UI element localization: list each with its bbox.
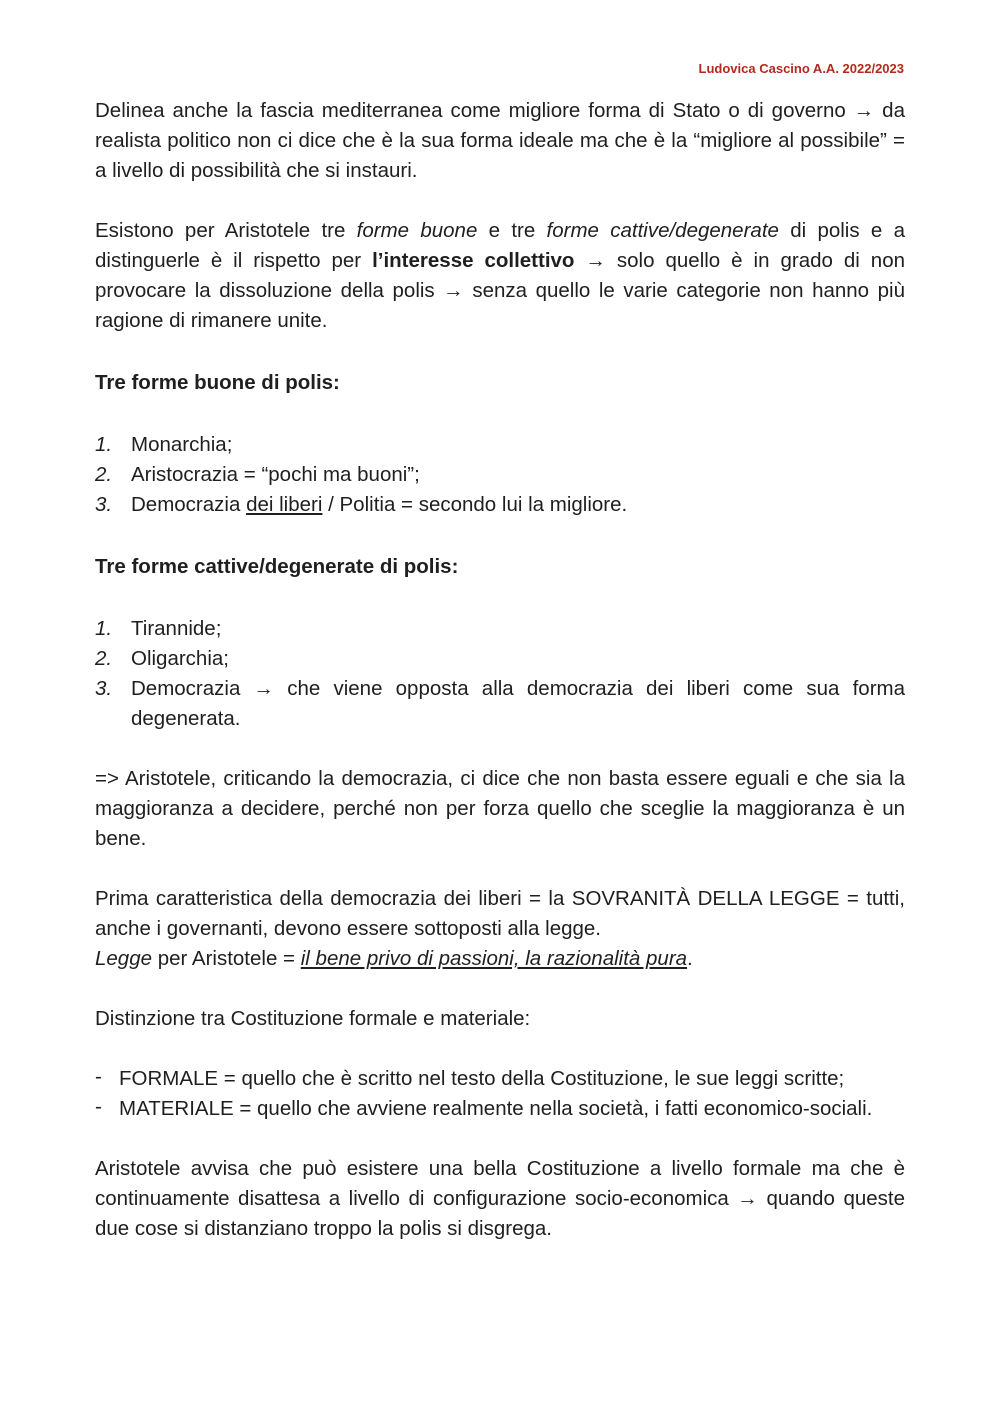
- list-item: [95, 644, 905, 674]
- list-item: [95, 430, 905, 460]
- list-number: 2.: [95, 647, 113, 670]
- list-item: [95, 1094, 905, 1124]
- text-span: e tre: [477, 219, 547, 242]
- list-item: [95, 614, 905, 644]
- good-forms-term: forme buone: [356, 219, 478, 242]
- text-span: di polis e a distinguerle è il rispetto per: [95, 219, 905, 272]
- collective-interest-term: l’interesse collettivo: [372, 249, 575, 272]
- document-header: Ludovica Cascino A.A. 2022/2023: [698, 61, 904, 76]
- list-item: [95, 1064, 905, 1094]
- list-number: 1.: [95, 617, 113, 640]
- text-span: per Aristotele =: [152, 947, 301, 970]
- law-definition: il bene privo di passioni, la razionalità pura: [300, 947, 688, 970]
- list-item-text: Oligarchia;: [131, 647, 229, 670]
- list-number: 3.: [95, 677, 113, 700]
- text-span: → solo quello è in grado di non provocare la dissoluzione della polis → senza quello le varie categorie non hanno più ragione di rimanere unite.: [95, 249, 906, 332]
- list-item-text: Monarchia;: [131, 433, 233, 456]
- list-good-forms: [95, 430, 905, 520]
- list-dash: -: [95, 1065, 102, 1088]
- heading-good-forms: Tre forme buone di polis:: [95, 371, 340, 394]
- text-span: Prima caratteristica della democrazia dei liberi = la SOVRANITÀ DELLA LEGGE = tutti, anche i governanti, devono essere sottoposti alla legge.: [95, 887, 905, 940]
- law-term: Legge: [95, 947, 153, 970]
- paragraph-constitution-distinction: Distinzione tra Costituzione formale e materiale:: [95, 1007, 531, 1030]
- list-bad-forms: [95, 614, 905, 734]
- paragraph-criticism-democracy: => Aristotele, criticando la democrazia, ci dice che non basta essere eguali e che sia la maggioranza a decidere, perché non per forza quello che sceglie la maggioranza è un bene.: [95, 767, 905, 850]
- paragraph-sovereignty-law: [95, 884, 905, 974]
- list-item: [95, 490, 905, 520]
- list-item-text: FORMALE = quello che è scritto nel testo della Costituzione, le sue leggi scritte;: [119, 1067, 845, 1090]
- paragraph-best-form: Delinea anche la fascia mediterranea come migliore forma di Stato o di governo → da realista politico non ci dice che è la sua forma ideale ma che è la “migliore al possibile” = a livello di possibilità che si instauri.: [95, 99, 905, 182]
- list-constitution: [95, 1064, 905, 1124]
- list-item-text: Aristocrazia = “pochi ma buoni”;: [131, 463, 420, 486]
- list-number: 3.: [95, 493, 113, 516]
- heading-bad-forms: Tre forme cattive/degenerate di polis:: [95, 555, 459, 578]
- list-item: [95, 460, 905, 490]
- list-item-text: Democrazia → che viene opposta alla democrazia dei liberi come sua forma degenerata.: [131, 677, 905, 730]
- list-item-text: Tirannide;: [131, 617, 222, 640]
- document-body: [95, 96, 905, 1244]
- paragraph-good-bad-forms: [95, 216, 905, 336]
- text-span: .: [687, 947, 693, 970]
- underlined-term: dei liberi: [246, 493, 323, 516]
- paragraph-conclusion: Aristotele avvisa che può esistere una bella Costituzione a livello formale ma che è continuamente disattesa a livello di configurazione socio-economica → quando queste due cose si distanziano troppo la polis si disgrega.: [95, 1157, 905, 1240]
- list-item-text: MATERIALE = quello che avviene realmente nella società, i fatti economico-sociali.: [119, 1097, 873, 1120]
- bad-forms-term: forme cattive/degenerate: [546, 219, 779, 242]
- text-span: Esistono per Aristotele tre: [95, 219, 357, 242]
- list-item-text: Democrazia: [131, 493, 247, 516]
- list-number: 1.: [95, 433, 113, 456]
- list-number: 2.: [95, 463, 113, 486]
- list-item-text: / Politia = secondo lui la migliore.: [322, 493, 628, 516]
- list-item: [95, 674, 905, 734]
- list-dash: -: [95, 1095, 102, 1118]
